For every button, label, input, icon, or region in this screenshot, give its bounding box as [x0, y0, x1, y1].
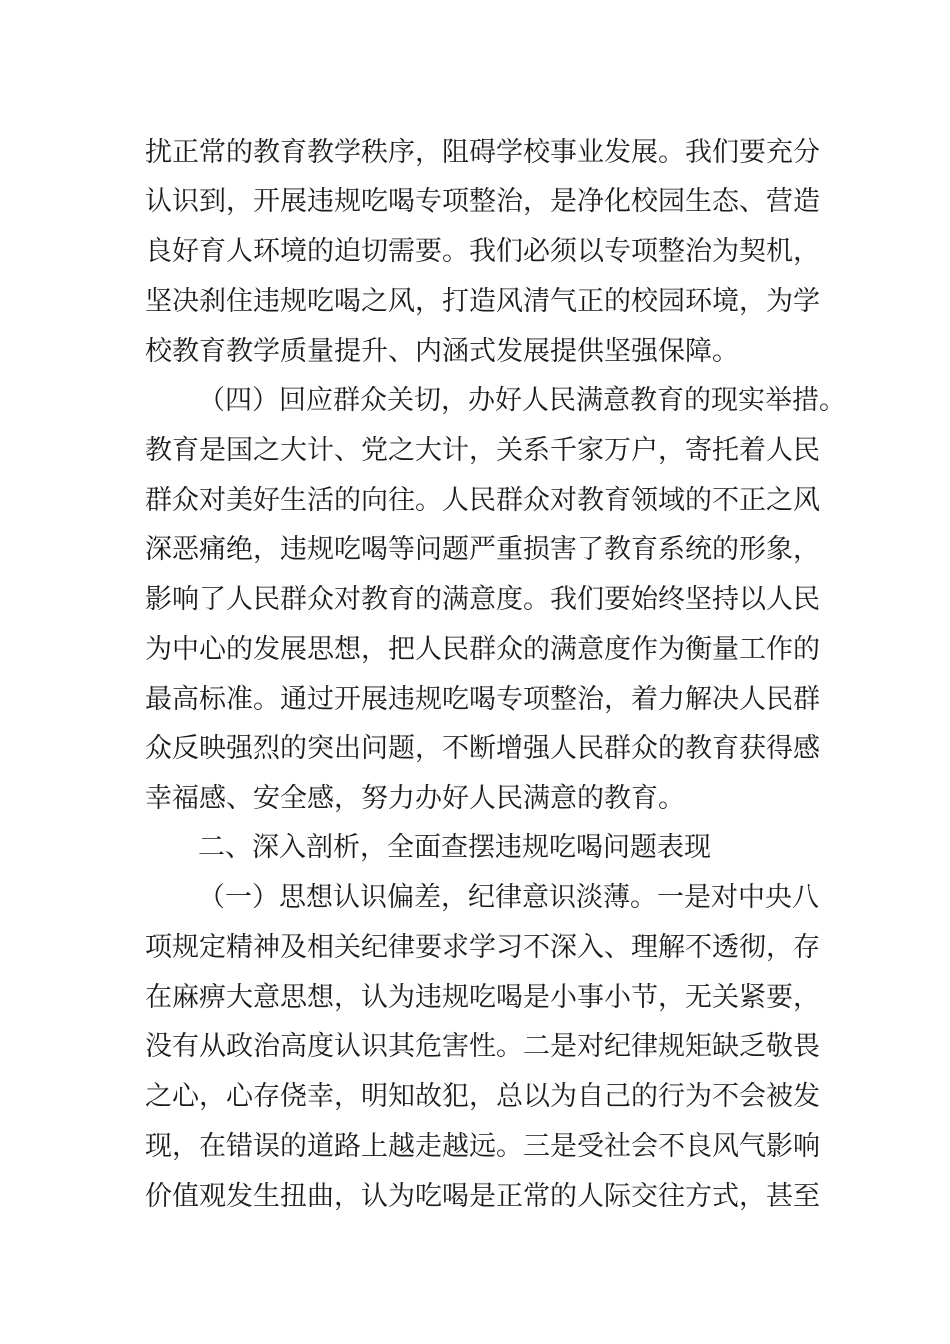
- text-line-22: 价值观发生扭曲，认为吃喝是正常的人际交往方式，甚至: [145, 1181, 820, 1212]
- text-line-17: 项规定精神及相关纪律要求学习不深入、理解不透彻，存: [145, 932, 820, 963]
- chapter-heading-2: 二、深入剖析，全面查摆违规吃喝问题表现: [198, 832, 711, 863]
- text-line-4: 坚决刹住违规吃喝之风，打造风清气正的校园环境，为学: [145, 286, 820, 317]
- text-line-5: 校教育教学质量提升、内涵式发展提供坚强保障。: [145, 336, 739, 367]
- text-line-7: 教育是国之大计、党之大计，关系千家万户，寄托着人民: [145, 435, 820, 466]
- text-line-11: 为中心的发展思想，把人民群众的满意度作为衡量工作的: [145, 634, 820, 665]
- text-line-8: 群众对美好生活的向往。人民群众对教育领域的不正之风: [145, 485, 820, 516]
- text-line-19: 没有从政治高度认识其危害性。二是对纪律规矩缺乏敬畏: [145, 1031, 820, 1062]
- text-line-18: 在麻痹大意思想，认为违规吃喝是小事小节，无关紧要，: [145, 982, 820, 1013]
- text-line-14: 幸福感、安全感，努力办好人民满意的教育。: [145, 783, 685, 814]
- text-line-20: 之心，心存侥幸，明知故犯，总以为自己的行为不会被发: [145, 1081, 820, 1112]
- text-line-1: 扰正常的教育教学秩序，阻碍学校事业发展。我们要充分: [145, 137, 820, 168]
- text-line-21: 现，在错误的道路上越走越远。三是受社会不良风气影响: [145, 1131, 820, 1162]
- text-line-10: 影响了人民群众对教育的满意度。我们要始终坚持以人民: [145, 584, 820, 615]
- text-line-12: 最高标准。通过开展违规吃喝专项整治，着力解决人民群: [145, 684, 820, 715]
- text-line-9: 深恶痛绝，违规吃喝等问题严重损害了教育系统的形象，: [145, 534, 820, 565]
- section-heading-4: （四）回应群众关切，办好人民满意教育的现实举措。: [198, 385, 846, 416]
- text-line-2: 认识到，开展违规吃喝专项整治，是净化校园生态、营造: [145, 186, 820, 217]
- text-line-13: 众反映强烈的突出问题，不断增强人民群众的教育获得感: [145, 733, 820, 764]
- section-heading-1: （一）思想认识偏差，纪律意识淡薄。一是对中央八: [198, 882, 819, 913]
- text-line-3: 良好育人环境的迫切需要。我们必须以专项整治为契机，: [145, 236, 820, 267]
